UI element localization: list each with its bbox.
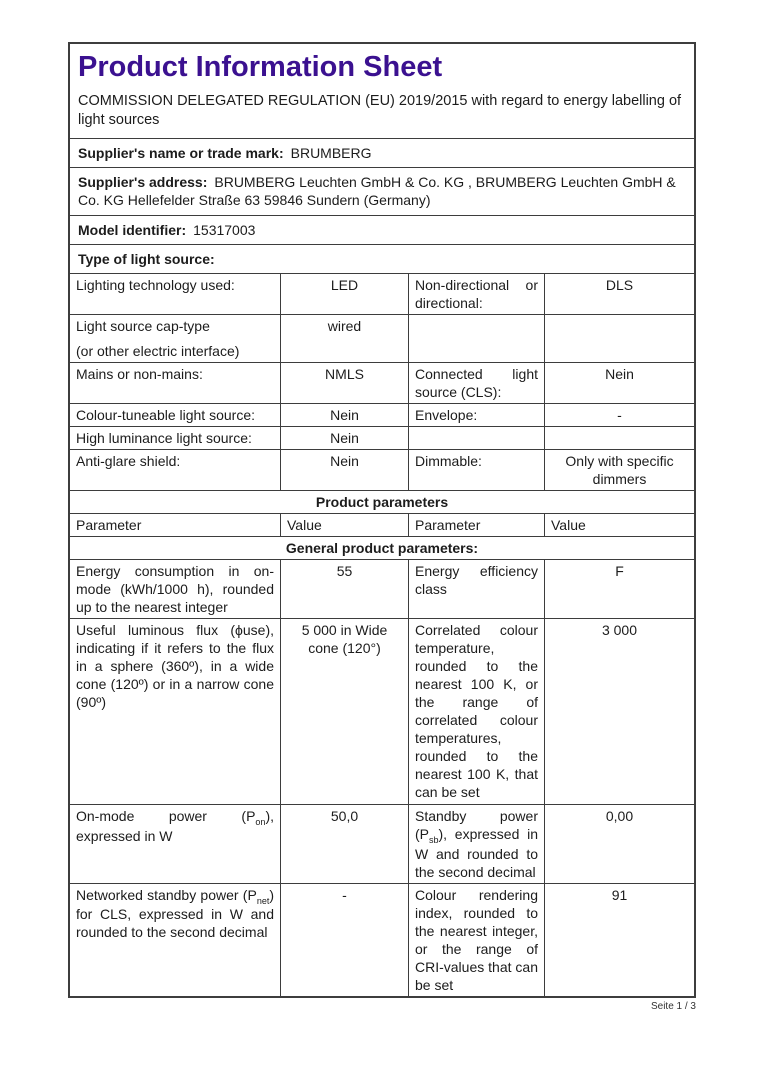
param-value: NMLS	[280, 363, 408, 403]
param-label: Non-directional or directional:	[408, 274, 544, 314]
label-subscript: net	[256, 895, 270, 906]
param-label	[70, 884, 280, 996]
table-row-high-luminance	[70, 426, 694, 449]
param-value: 91	[544, 884, 694, 996]
param-label: Energy efficiency class	[408, 560, 544, 618]
param-value: -	[280, 884, 408, 996]
param-label: Useful luminous flux (ϕuse), indicating if it refers to the flux in a sphere (360º), in a wide cone (120º) or in a narrow cone (90º)	[76, 621, 274, 710]
supplier-name-cell	[70, 139, 694, 167]
param-value: -	[544, 404, 694, 426]
type-heading: Type of light source:	[78, 250, 215, 267]
param-label: Anti-glare shield:	[76, 452, 181, 469]
param-label	[70, 805, 280, 883]
param-value: F	[544, 560, 694, 618]
model-identifier-cell	[70, 216, 694, 244]
regulation-subtitle: COMMISSION DELEGATED REGULATION (EU) 2019/2015 with regard to energy labelling of light sources	[78, 92, 682, 128]
param-label: Correlated colour temperature, rounded to the nearest 100 K, or the range of correlated colour temperatures, rounded to the nearest 100 K, that can be set	[408, 619, 544, 804]
param-value: wired	[280, 315, 408, 362]
supplier-name-label: Supplier's name or trade mark:	[78, 144, 284, 161]
supplier-name-value: BRUMBERG	[290, 144, 372, 161]
title-cell	[70, 44, 694, 138]
param-label: Energy consumption in on-mode (kWh/1000 h), rounded up to the nearest integer	[76, 562, 274, 615]
param-label	[408, 427, 544, 449]
table-row-cap-type	[70, 314, 694, 362]
param-value: Nein	[280, 450, 408, 490]
column-header: Parameter	[76, 516, 142, 533]
table-row-networked-standby	[70, 883, 694, 996]
table-row-colour-tuneable	[70, 403, 694, 426]
param-value: 3 000	[544, 619, 694, 804]
label-text: Networked standby power (P	[76, 886, 257, 903]
model-identifier-row	[70, 215, 694, 244]
model-identifier-label: Model identifier:	[78, 221, 187, 238]
param-label: Connected light source (CLS):	[408, 363, 544, 403]
param-label	[70, 315, 280, 362]
param-value: Only with specific dimmers	[544, 450, 694, 490]
model-identifier-value: 15317003	[193, 221, 256, 238]
param-label: Dimmable:	[408, 450, 544, 490]
general-parameters-heading-row	[70, 536, 694, 559]
label-text: ) for CLS, expressed in W and rounded to the second decimal	[76, 886, 274, 941]
param-value: 5 000 in Wide cone (120°)	[280, 619, 408, 804]
param-value: Nein	[544, 363, 694, 403]
param-value: Nein	[280, 404, 408, 426]
param-label: Colour rendering index, rounded to the nearest integer, or the range of CRI-values that can be set	[408, 884, 544, 996]
type-heading-row	[70, 244, 694, 273]
param-label: Envelope:	[408, 404, 544, 426]
table-row-anti-glare	[70, 449, 694, 490]
supplier-address-value: BRUMBERG Leuchten GmbH & Co. KG , BRUMBERG Leuchten GmbH & Co. KG Hellefelder Straße 63 59846 Sundern (Germany)	[78, 173, 676, 208]
supplier-name-row	[70, 138, 694, 167]
param-label: Lighting technology used:	[76, 276, 235, 293]
label-subscript: sb	[429, 834, 439, 845]
param-value: LED	[280, 274, 408, 314]
label-text: ), expressed in W and rounded to the second decimal	[415, 825, 538, 880]
cap-type-line1: Light source cap-type	[76, 317, 210, 334]
param-value	[544, 427, 694, 449]
param-value	[544, 315, 694, 362]
param-value: Nein	[280, 427, 408, 449]
product-parameters-heading: Product parameters	[315, 493, 449, 510]
column-header-row	[70, 513, 694, 536]
param-value: 50,0	[280, 805, 408, 883]
label-text: ), expressed in W	[76, 807, 274, 844]
table-row-luminous-flux	[70, 618, 694, 804]
column-header: Value	[280, 514, 408, 536]
table-row-energy-consumption	[70, 559, 694, 618]
label-text: On-mode power (P	[76, 807, 256, 824]
param-value: 55	[280, 560, 408, 618]
table-row-on-mode-power	[70, 804, 694, 883]
param-label: Colour-tuneable light source:	[76, 406, 255, 423]
param-value: DLS	[544, 274, 694, 314]
param-label	[408, 805, 544, 883]
table-row-lighting-technology	[70, 273, 694, 314]
label-text: Standby power (P	[415, 807, 538, 842]
supplier-address-row	[70, 167, 694, 215]
product-parameters-heading-row	[70, 490, 694, 513]
table-row-mains	[70, 362, 694, 403]
cap-type-line2: (or other electric interface)	[76, 342, 240, 359]
page-indicator: Seite 1 / 3	[650, 1001, 696, 1012]
supplier-address-label: Supplier's address:	[78, 173, 208, 190]
param-value: 0,00	[544, 805, 694, 883]
column-header: Parameter	[408, 514, 544, 536]
page-title: Product Information Sheet	[78, 51, 443, 83]
param-label: Mains or non-mains:	[76, 365, 203, 382]
title-row	[70, 44, 694, 138]
product-info-table	[68, 42, 696, 998]
supplier-address-cell	[70, 168, 694, 215]
label-subscript: on	[255, 816, 266, 827]
column-header: Value	[544, 514, 694, 536]
param-label: High luminance light source:	[76, 429, 252, 446]
general-parameters-heading: General product parameters:	[285, 539, 479, 556]
param-label	[408, 315, 544, 362]
